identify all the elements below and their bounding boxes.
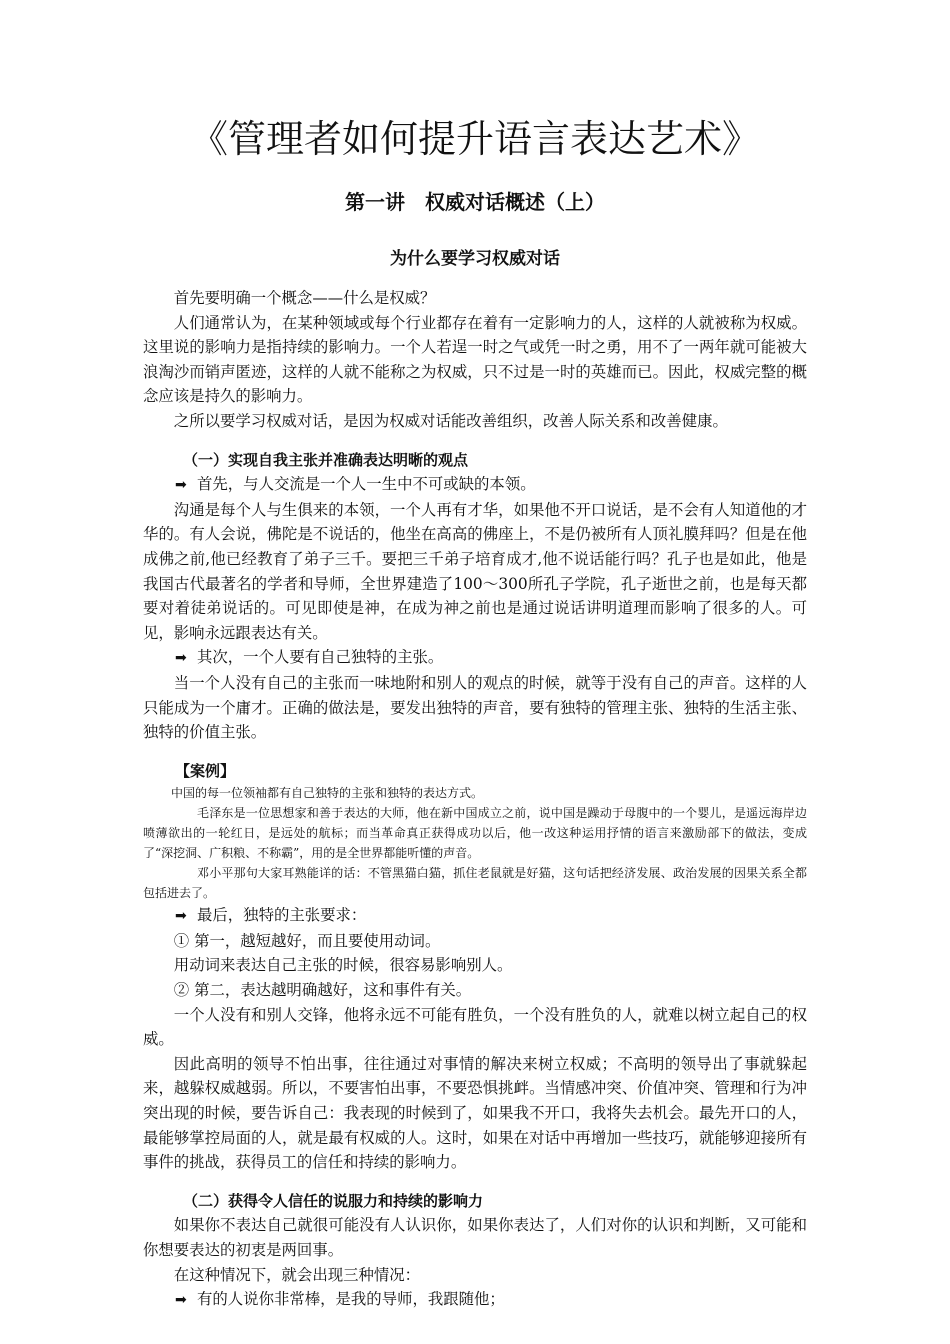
numbered-item-1: ① 第一，越短越好，而且要使用动词。 xyxy=(173,931,441,950)
case-line-3: 邓小平那句大家耳熟能详的话：不管黑猫白猫，抓住老鼠就是好猫，这句话把经济发展、政治发展的因果关系全都包括进去了。 xyxy=(143,866,807,901)
numbered-item-1-text: 用动词来表达自己主张的时候，很容易影响别人。 xyxy=(173,956,513,975)
document-body xyxy=(143,286,807,1313)
case-block xyxy=(143,783,807,903)
case-line-1: 中国的每一位领袖都有自己独特的主张和独特的表达方式。 xyxy=(171,786,484,801)
part1-paragraph-4: 因此高明的领导不怕出事，往往通过对事情的解决来树立权威；不高明的领导出了事就躲起来，越躲权威越弱。所以，不要害怕出事，不要恐惧挑衅。当情感冲突、价值冲突、管理和行为冲突出现的时候，要告诉自己：我表现的时候到了，如果我不开口，我将失去机会。最先开口的人，最能够掌控局面的人，就是最有权威的人。这时，如果在对话中再增加一些技巧，就能够迎接所有事件的挑战，获得员工的信任和持续的影响力。 xyxy=(143,1054,807,1172)
bullet-text: 首先，与人交流是一个人一生中不可或缺的本领。 xyxy=(197,475,536,494)
section-heading: 为什么要学习权威对话 xyxy=(390,249,560,269)
part1-paragraph-1: 沟通是每个人与生俱来的本领，一个人再有才华，如果他不开口说话，是不会有人知道他的才华的。有人会说，佛陀是不说话的，他坐在高高的佛座上，不是仍被所有人顶礼膜拜吗？但是在他成佛之前,他已经教育了弟子三千。要把三千弟子培育成才,他不说话能行吗？孔子也是如此，他是我国古代最著名的学者和导师，全世界建造了100～300所孔子学院，孔子逝世之前，也是每天都要对着徒弟说话的。可见即使是神，在成为神之前也是通过说话讲明道理而影响了很多的人。可见，影响永远跟表达有关。 xyxy=(143,500,807,642)
part1-heading: （一）实现自我主张并准确表达明晰的观点 xyxy=(183,450,469,469)
arrow-right-icon: ➡ xyxy=(175,650,187,667)
arrow-right-icon: ➡ xyxy=(175,1292,187,1309)
bullet-text: 最后，独特的主张要求： xyxy=(197,906,367,925)
intro-paragraph-3: 之所以要学习权威对话，是因为权威对话能改善组织，改善人际关系和改善健康。 xyxy=(173,411,728,430)
part2-paragraph-1: 如果你不表达自己就很可能没有人认识你，如果你表达了，人们对你的认识和判断，又可能和你想要表达的初衷是两回事。 xyxy=(143,1216,807,1259)
part2-heading: （二）获得令人信任的说服力和持续的影响力 xyxy=(183,1191,484,1210)
intro-paragraph-2: 人们通常认为，在某种领域或每个行业都存在着有一定影响力的人，这样的人就被称为权威。这里说的影响力是指持续的影响力。一个人若逞一时之气或凭一时之勇，用不了一两年就可能被大浪淘沙而销声匿迹，这样的人就不能称之为权威，只不过是一时的英雄而已。因此，权威完整的概念应该是持久的影响力。 xyxy=(143,313,807,406)
numbered-item-2: ② 第二，表达越明确越好，这和事件有关。 xyxy=(173,981,472,1000)
document-title: 《管理者如何提升语言表达艺术》 xyxy=(189,117,760,161)
bullet-text: 其次，一个人要有自己独特的主张。 xyxy=(197,648,444,667)
arrow-right-icon: ➡ xyxy=(175,908,187,925)
part1-paragraph-3: 一个人没有和别人交锋，他将永远不可能有胜负，一个没有胜负的人，就难以树立起自己的权威。 xyxy=(143,1005,807,1049)
arrow-right-icon: ➡ xyxy=(175,477,187,494)
bullet-item xyxy=(143,472,807,498)
lecture-heading: 第一讲 权威对话概述（上） xyxy=(345,190,605,214)
bullet-item xyxy=(143,903,807,929)
bullet-item xyxy=(143,645,807,671)
part2-paragraph-2: 在这种情况下，就会出现三种情况： xyxy=(173,1265,421,1284)
case-title: 【案例】 xyxy=(175,761,236,780)
part1-paragraph-2: 当一个人没有自己的主张而一味地附和别人的观点的时候，就等于没有自己的声音。这样的人只能成为一个庸才。正确的做法是，要发出独特的声音，要有独特的管理主张、独特的生活主张、独特的价值主张。 xyxy=(143,673,807,742)
bullet-text: 有的人说你非常棒，是我的导师，我跟随他； xyxy=(197,1290,505,1309)
intro-paragraph-1: 首先要明确一个概念——什么是权威？ xyxy=(173,289,436,307)
bullet-item xyxy=(143,1287,807,1313)
case-line-2: 毛泽东是一位思想家和善于表达的大师，他在新中国成立之前，说中国是躁动于母腹中的一个婴儿，是遥远海岸边喷薄欲出的一轮红日，是远处的航标；而当革命真正获得成功以后，他一改这种运用抒情的语言来激励部下的做法，变成了“深挖洞、广积粮、不称霸”，用的是全世界都能听懂的声音。 xyxy=(143,806,807,861)
